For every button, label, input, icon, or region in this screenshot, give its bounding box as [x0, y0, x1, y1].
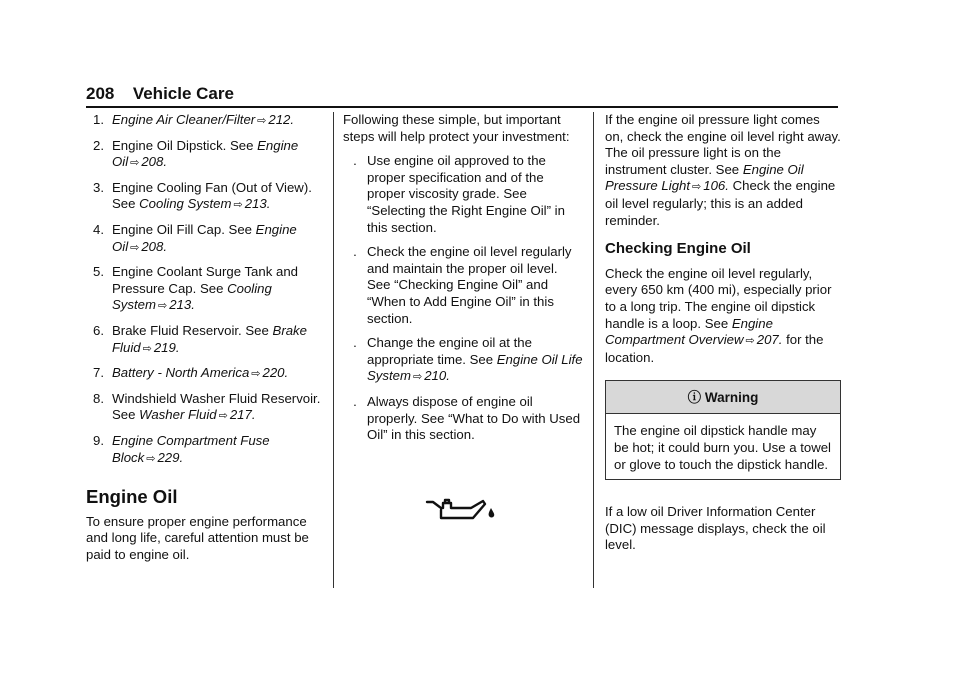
bullet-mark: .: [353, 393, 357, 409]
page-ref-number: 213: [169, 297, 192, 313]
page-reference[interactable]: ⇨ 219.: [142, 339, 180, 355]
warning-box: [605, 380, 841, 480]
page-reference[interactable]: ⇨ 210.: [412, 368, 450, 384]
page-header: [86, 84, 838, 104]
page-ref-number: 229: [157, 449, 180, 465]
item-text: [112, 264, 326, 315]
item-text: [112, 365, 288, 383]
list-item: [86, 138, 326, 172]
bullet-text: [367, 394, 583, 444]
text-run: Engine Oil Pressure Light: [605, 161, 804, 194]
page-ref-number: 208: [141, 154, 164, 170]
text-run: Check the engine oil level regularly and maintain the proper oil level. See “Checking Engine Oil” and “When to Add Engine Oil” in this section.: [367, 244, 572, 326]
list-item: [86, 391, 326, 425]
page-ref-number: 210: [424, 368, 447, 384]
text-run: Washer Fluid: [139, 407, 217, 423]
text-run: Engine Cooling Fan (Out of View). See: [112, 179, 312, 212]
warning-icon: ⓘ: [687, 390, 702, 406]
section-heading-checking-engine-oil: Checking Engine Oil: [605, 240, 751, 258]
bullet-mark: .: [353, 153, 357, 169]
section-heading-engine-oil: Engine Oil: [86, 486, 178, 508]
text-run: Engine Coolant Surge Tank and Pressure Cap. See: [112, 264, 298, 296]
oil-can-icon: [425, 496, 583, 531]
list-item: [86, 433, 326, 467]
page-reference[interactable]: ⇨ 217.: [218, 407, 256, 423]
page-reference[interactable]: ⇨ 229.: [146, 449, 184, 465]
list-item: [86, 222, 326, 256]
text-run: Engine Oil: [112, 221, 297, 254]
text-run: Brake Fluid Reservoir. See: [112, 322, 273, 338]
page-reference[interactable]: ⇨ 208.: [130, 238, 168, 254]
page-ref-arrow-icon: ⇨: [692, 181, 702, 194]
warning-header: [606, 381, 840, 414]
page-ref-number: 207: [756, 332, 779, 348]
list-item: [86, 180, 326, 214]
item-number: 9.: [93, 432, 104, 448]
page-ref-arrow-icon: ⇨: [130, 241, 140, 254]
text-run: Windshield Washer Fluid Reservoir. See: [112, 390, 321, 423]
item-text: [112, 391, 326, 425]
bullet-mark: .: [353, 244, 357, 260]
bullet-text: [367, 244, 583, 327]
page-ref-number: 219: [153, 339, 176, 355]
section-title: Vehicle Care: [132, 84, 234, 103]
page-reference[interactable]: ⇨ 212.: [257, 112, 295, 127]
page-ref-number: 220: [262, 365, 285, 381]
text-run: Engine Oil Life System: [367, 351, 583, 384]
page-reference[interactable]: ⇨ 220.: [251, 365, 289, 381]
page-ref-arrow-icon: ⇨: [142, 342, 152, 355]
text-run: Battery - North America: [112, 365, 250, 381]
page-ref-arrow-icon: ⇨: [745, 335, 755, 348]
text-run: Engine Oil: [112, 137, 299, 170]
page-ref-arrow-icon: ⇨: [130, 157, 140, 170]
item-text: [112, 180, 326, 214]
text-run: Always dispose of engine oil properly. See “What to Do with Used Oil” in this section.: [367, 393, 581, 443]
page-ref-arrow-icon: ⇨: [412, 371, 423, 384]
column-divider: [333, 112, 334, 588]
item-number: 4.: [93, 221, 104, 237]
list-item: [86, 365, 326, 383]
column-divider: [593, 112, 594, 588]
bullet-item: [343, 153, 583, 236]
page-ref-arrow-icon: ⇨: [257, 115, 267, 127]
page-ref-number: 106: [703, 178, 726, 194]
page-ref-arrow-icon: ⇨: [218, 410, 228, 423]
bullet-item: [343, 394, 583, 444]
list-item: [86, 264, 326, 315]
page-ref-arrow-icon: ⇨: [157, 300, 168, 313]
warning-title: Warning: [704, 390, 759, 406]
dic-paragraph: If a low oil Driver Information Center (DIC) message displays, check the oil level.: [605, 503, 826, 553]
page-reference[interactable]: ⇨ 208.: [130, 154, 168, 170]
item-text: [112, 323, 326, 357]
item-number: 2.: [93, 137, 104, 153]
oil-pressure-paragraph: [605, 112, 841, 229]
text-run: Engine Oil Fill Cap. See: [112, 221, 256, 237]
text-run: Cooling System: [139, 196, 232, 212]
text-run: Brake Fluid: [112, 322, 307, 355]
bullet-mark: .: [353, 335, 357, 351]
page-ref-number: 212: [268, 112, 291, 127]
text-run: for the location.: [605, 332, 824, 365]
page-reference[interactable]: ⇨ 207.: [745, 332, 783, 348]
warning-text: The engine oil dipstick handle may be hot; it could burn you. Use a towel or glove to touch the dipstick handle.: [614, 422, 831, 472]
page-ref-arrow-icon: ⇨: [251, 368, 261, 381]
header-rule: [86, 106, 838, 108]
bullet-text: [367, 153, 583, 236]
item-number: 3.: [93, 179, 104, 195]
item-number: 5.: [93, 264, 104, 280]
steps-intro: Following these simple, but important steps will help protect your investment:: [343, 112, 570, 144]
text-run: Use engine oil approved to the proper specification and of the proper viscosity grade. See “Selecting the Right Engine Oil” in this section.: [367, 153, 565, 235]
page-number: 208: [86, 84, 115, 103]
intro-paragraph: To ensure proper engine performance and long life, careful attention must be paid to engine oil.: [86, 513, 309, 562]
text-run: Change the engine oil at the appropriate time. See: [367, 335, 532, 367]
column-1: [86, 112, 326, 571]
bullet-text: [367, 335, 583, 386]
page-ref-number: 213: [244, 196, 267, 212]
page-ref-number: 208: [141, 238, 164, 254]
page-reference[interactable]: ⇨ 213.: [157, 297, 195, 313]
text-run: Engine Compartment Overview: [605, 315, 773, 348]
page-ref-arrow-icon: ⇨: [146, 452, 156, 465]
text-run: Cooling System: [112, 280, 272, 313]
item-text: [112, 112, 294, 130]
component-list: [86, 112, 326, 467]
page-ref-number: 217: [229, 407, 252, 423]
item-number: 8.: [93, 390, 104, 406]
item-number: 6.: [93, 322, 104, 338]
item-text: [112, 433, 326, 467]
item-number: 1.: [93, 112, 104, 127]
item-number: 7.: [93, 365, 104, 381]
text-run: If the engine oil pressure light comes on, check the engine oil level right away. The oil pressure light is on the instrument cluster. See: [605, 112, 841, 177]
item-text: [112, 222, 326, 256]
checking-paragraph: [605, 266, 841, 367]
bullet-item: [343, 244, 583, 327]
column-3: [605, 112, 841, 562]
page-ref-arrow-icon: ⇨: [233, 199, 243, 212]
text-run: Engine Oil Dipstick. See: [112, 137, 258, 153]
text-run: Engine Air Cleaner/Filter: [112, 112, 256, 127]
text-run: Check the engine oil level regularly, every 650 km (400 mi), especially prior to a long trip. The engine oil dipstick handle is a loop. See: [605, 265, 832, 331]
text-run: Check the engine oil level regularly; this is an added reminder.: [605, 178, 836, 228]
text-run: Engine Compartment Fuse Block: [112, 432, 270, 465]
page-reference[interactable]: ⇨ 213.: [233, 196, 271, 212]
column-2: [343, 112, 583, 530]
list-item: [86, 323, 326, 357]
item-text: [112, 138, 326, 172]
list-item: [86, 112, 326, 130]
bullet-item: [343, 335, 583, 386]
page-reference[interactable]: ⇨ 106.: [692, 178, 729, 194]
